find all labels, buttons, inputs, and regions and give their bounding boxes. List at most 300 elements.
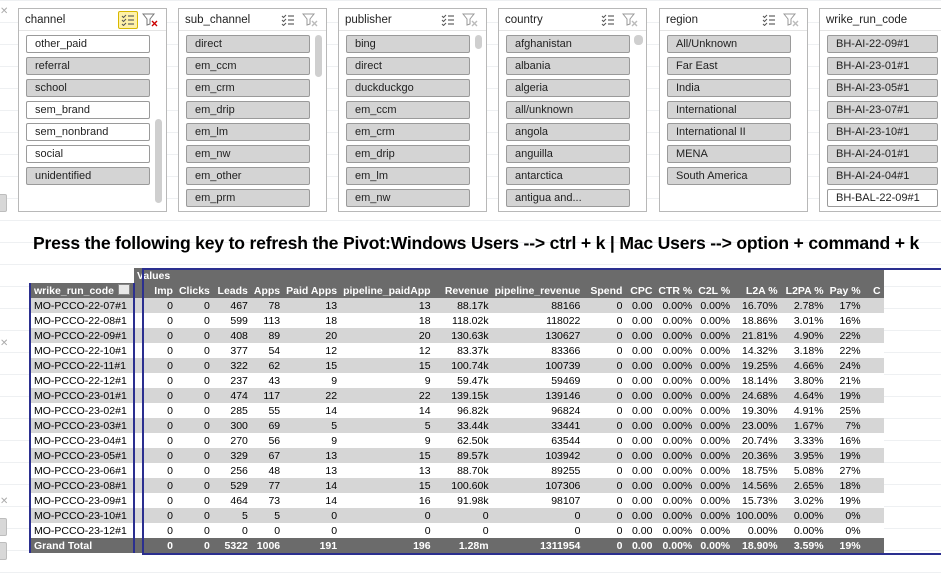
value-cell[interactable]: 0.00% [733,523,780,538]
value-cell[interactable]: 256 [213,463,251,478]
value-cell[interactable]: 59.47k [434,373,492,388]
multi-select-icon[interactable] [598,11,618,29]
slicer-item[interactable]: em_lm [186,123,310,141]
value-cell[interactable]: 408 [213,328,251,343]
value-cell[interactable]: 237 [213,373,251,388]
value-cell[interactable] [864,493,884,508]
grand-total-cell[interactable]: 196 [340,538,434,553]
value-cell[interactable]: 0 [213,523,251,538]
slicer-item[interactable]: antigua and... [506,189,630,207]
slicer-item[interactable]: algeria [506,79,630,97]
value-cell[interactable]: 0 [583,358,625,373]
value-cell[interactable]: 270 [213,433,251,448]
value-cell[interactable]: 0.00 [625,403,655,418]
row-label-cell[interactable]: MO-PCCO-23-02#1 [30,403,134,418]
value-cell[interactable]: 33.44k [434,418,492,433]
value-cell[interactable]: 0.00% [695,523,733,538]
value-cell[interactable]: 0 [176,343,213,358]
value-cell[interactable]: 96824 [492,403,584,418]
row-label-cell[interactable]: MO-PCCO-23-05#1 [30,448,134,463]
value-cell[interactable]: 464 [213,493,251,508]
value-cell[interactable]: 20.74% [733,433,780,448]
value-cell[interactable]: 19% [827,388,864,403]
value-cell[interactable]: 0.00% [655,493,695,508]
clear-filter-icon[interactable] [781,11,801,29]
value-cell[interactable]: 0 [583,523,625,538]
column-header[interactable]: pipeline_paidApp [340,283,434,298]
value-cell[interactable]: 13 [283,448,340,463]
value-cell[interactable]: 21% [827,373,864,388]
value-cell[interactable]: 0.00% [695,463,733,478]
grand-total-cell[interactable]: 5322 [213,538,251,553]
value-cell[interactable]: 15 [283,358,340,373]
value-cell[interactable]: 15.73% [733,493,780,508]
value-cell[interactable]: 0 [134,433,176,448]
value-cell[interactable]: 19.30% [733,403,780,418]
value-cell[interactable]: 0 [134,523,176,538]
value-cell[interactable]: 0 [176,298,213,313]
grand-total-cell[interactable]: 19% [827,538,864,553]
value-cell[interactable]: 2.78% [781,298,827,313]
value-cell[interactable]: 0 [340,523,434,538]
value-cell[interactable]: 88.17k [434,298,492,313]
value-cell[interactable]: 14 [283,478,340,493]
column-header[interactable]: Pay % [827,283,864,298]
grand-total-cell[interactable] [864,538,884,553]
slicer-item[interactable]: BH-AI-23-01#1 [827,57,938,75]
column-header[interactable]: C [864,283,884,298]
grand-total-cell[interactable]: 0.00 [625,538,655,553]
value-cell[interactable]: 0 [134,313,176,328]
value-cell[interactable]: 0.00% [695,328,733,343]
value-cell[interactable] [864,433,884,448]
value-cell[interactable]: 0.00 [625,388,655,403]
value-cell[interactable]: 22% [827,343,864,358]
value-cell[interactable]: 0 [134,328,176,343]
value-cell[interactable]: 1.67% [781,418,827,433]
value-cell[interactable]: 0.00% [695,478,733,493]
value-cell[interactable]: 0.00% [695,313,733,328]
value-cell[interactable]: 77 [251,478,283,493]
value-cell[interactable]: 377 [213,343,251,358]
value-cell[interactable]: 24.68% [733,388,780,403]
row-label-cell[interactable]: MO-PCCO-23-12#1 [30,523,134,538]
value-cell[interactable]: 0.00 [625,508,655,523]
value-cell[interactable]: 0 [251,523,283,538]
value-cell[interactable]: 19.25% [733,358,780,373]
slicer-item[interactable]: em_nw [346,189,470,207]
value-cell[interactable]: 3.33% [781,433,827,448]
slicer-item[interactable]: International II [667,123,791,141]
value-cell[interactable]: 0.00% [695,373,733,388]
value-cell[interactable]: 0.00 [625,463,655,478]
value-cell[interactable]: 54 [251,343,283,358]
value-cell[interactable]: 88166 [492,298,584,313]
column-header[interactable]: pipeline_revenue [492,283,584,298]
row-label-cell[interactable]: MO-PCCO-23-01#1 [30,388,134,403]
value-cell[interactable]: 22% [827,328,864,343]
value-cell[interactable]: 4.91% [781,403,827,418]
value-cell[interactable]: 22 [283,388,340,403]
column-header[interactable]: Apps [251,283,283,298]
value-cell[interactable]: 0 [134,298,176,313]
value-cell[interactable]: 0.00% [695,403,733,418]
value-cell[interactable]: 0 [134,373,176,388]
value-cell[interactable]: 130627 [492,328,584,343]
pivot-table[interactable] [29,268,884,553]
value-cell[interactable]: 14 [340,403,434,418]
slicer-item[interactable]: duckduckgo [346,79,470,97]
value-cell[interactable]: 0.00 [625,373,655,388]
slicer-item[interactable]: Far East [667,57,791,75]
value-cell[interactable]: 16.70% [733,298,780,313]
value-cell[interactable]: 0.00 [625,478,655,493]
value-cell[interactable]: 529 [213,478,251,493]
slicer-item[interactable]: sem_nonbrand [26,123,150,141]
value-cell[interactable]: 0.00% [655,448,695,463]
grand-total-cell[interactable]: 1006 [251,538,283,553]
value-cell[interactable]: 100.74k [434,358,492,373]
grand-total-cell[interactable]: 1311954 [492,538,584,553]
value-cell[interactable]: 0 [583,403,625,418]
value-cell[interactable] [864,343,884,358]
value-cell[interactable]: 13 [340,298,434,313]
value-cell[interactable]: 18.86% [733,313,780,328]
slicer-item[interactable]: antarctica [506,167,630,185]
value-cell[interactable]: 0.00 [625,493,655,508]
value-cell[interactable]: 98107 [492,493,584,508]
value-cell[interactable]: 329 [213,448,251,463]
value-cell[interactable]: 20 [283,328,340,343]
slicer-item[interactable]: em_other [186,167,310,185]
value-cell[interactable]: 103942 [492,448,584,463]
slicer-item[interactable]: all/unknown [506,101,630,119]
value-cell[interactable]: 0 [176,433,213,448]
value-cell[interactable]: 73 [251,493,283,508]
offscreen-clear-filter-icon[interactable]: ✕ [0,6,9,17]
value-cell[interactable]: 62 [251,358,283,373]
value-cell[interactable]: 5 [340,418,434,433]
row-label-cell[interactable]: MO-PCCO-23-10#1 [30,508,134,523]
column-header[interactable]: L2A % [733,283,780,298]
value-cell[interactable]: 13 [283,463,340,478]
row-label-cell[interactable]: MO-PCCO-23-09#1 [30,493,134,508]
value-cell[interactable]: 0 [283,508,340,523]
value-cell[interactable] [864,373,884,388]
value-cell[interactable]: 0 [176,373,213,388]
value-cell[interactable]: 18.14% [733,373,780,388]
slicer-item[interactable]: International [667,101,791,119]
value-cell[interactable]: 0 [583,478,625,493]
value-cell[interactable]: 89 [251,328,283,343]
slicer-item[interactable]: em_nw [186,145,310,163]
value-cell[interactable] [864,313,884,328]
value-cell[interactable]: 62.50k [434,433,492,448]
value-cell[interactable]: 16% [827,313,864,328]
value-cell[interactable]: 0 [583,493,625,508]
value-cell[interactable]: 0.00% [655,433,695,448]
column-header[interactable]: Clicks [176,283,213,298]
value-cell[interactable]: 67 [251,448,283,463]
grand-total-cell[interactable]: 0 [176,538,213,553]
slicer-item[interactable]: em_lm [346,167,470,185]
multi-select-icon[interactable] [438,11,458,29]
slicer-item[interactable]: em_ccm [186,57,310,75]
slicer-scrollbar[interactable] [315,35,322,77]
value-cell[interactable]: 0 [340,508,434,523]
value-cell[interactable] [864,418,884,433]
value-cell[interactable]: 0.00% [655,388,695,403]
value-cell[interactable]: 0 [176,328,213,343]
slicer-scrollbar[interactable] [155,119,162,203]
value-cell[interactable]: 0.00% [781,508,827,523]
value-cell[interactable]: 0.00 [625,313,655,328]
value-cell[interactable]: 0 [434,508,492,523]
value-cell[interactable]: 13 [340,463,434,478]
value-cell[interactable]: 15 [340,448,434,463]
slicer-item[interactable]: bing [346,35,470,53]
value-cell[interactable]: 4.90% [781,328,827,343]
value-cell[interactable]: 4.66% [781,358,827,373]
value-cell[interactable]: 0 [134,493,176,508]
value-cell[interactable]: 0 [176,463,213,478]
value-cell[interactable]: 16 [340,493,434,508]
offscreen-clear-filter-icon[interactable]: ✕ [0,338,9,349]
value-cell[interactable]: 139.15k [434,388,492,403]
multi-select-icon[interactable] [759,11,779,29]
value-cell[interactable]: 0.00 [625,448,655,463]
slicer-item[interactable]: BH-BAL-22-09#1 [827,189,938,207]
value-cell[interactable]: 24% [827,358,864,373]
slicer-item[interactable]: afghanistan [506,35,630,53]
clear-filter-icon[interactable] [300,11,320,29]
grand-total-cell[interactable]: 0 [583,538,625,553]
row-label-cell[interactable]: MO-PCCO-23-06#1 [30,463,134,478]
column-header[interactable]: Leads [213,283,251,298]
slicer-scrollbar[interactable] [634,35,643,45]
value-cell[interactable] [864,403,884,418]
slicer-item[interactable]: BH-AI-23-10#1 [827,123,938,141]
value-cell[interactable]: 5 [283,418,340,433]
value-cell[interactable]: 12 [283,343,340,358]
clear-filter-icon[interactable] [460,11,480,29]
value-cell[interactable]: 100739 [492,358,584,373]
value-cell[interactable]: 0 [134,508,176,523]
value-cell[interactable]: 14.32% [733,343,780,358]
offscreen-clear-filter-icon[interactable]: ✕ [0,496,9,507]
value-cell[interactable]: 0 [434,523,492,538]
value-cell[interactable]: 0 [176,448,213,463]
offscreen-slicer-item[interactable] [0,518,7,536]
value-cell[interactable]: 0.00% [695,433,733,448]
value-cell[interactable]: 9 [283,373,340,388]
value-cell[interactable]: 0 [583,418,625,433]
value-cell[interactable]: 14 [283,493,340,508]
value-cell[interactable]: 0.00% [655,343,695,358]
value-cell[interactable]: 0.00% [695,388,733,403]
value-cell[interactable]: 0.00 [625,343,655,358]
slicer-item[interactable]: direct [186,35,310,53]
grand-total-cell[interactable]: 0.00% [695,538,733,553]
value-cell[interactable]: 18 [283,313,340,328]
value-cell[interactable]: 0 [583,373,625,388]
value-cell[interactable]: 0% [827,508,864,523]
value-cell[interactable]: 0 [176,478,213,493]
value-cell[interactable]: 0.00% [655,313,695,328]
value-cell[interactable]: 19% [827,448,864,463]
value-cell[interactable]: 0.00% [655,478,695,493]
value-cell[interactable]: 0 [134,388,176,403]
value-cell[interactable]: 3.95% [781,448,827,463]
value-cell[interactable]: 20 [340,328,434,343]
slicer-item[interactable]: sem_brand [26,101,150,119]
value-cell[interactable]: 118022 [492,313,584,328]
slicer-item[interactable]: BH-AI-24-04#1 [827,167,938,185]
clear-filter-icon[interactable] [140,11,160,29]
value-cell[interactable]: 7% [827,418,864,433]
slicer-item[interactable]: angola [506,123,630,141]
value-cell[interactable]: 13 [283,298,340,313]
value-cell[interactable]: 0 [176,508,213,523]
value-cell[interactable]: 322 [213,358,251,373]
value-cell[interactable]: 83.37k [434,343,492,358]
value-cell[interactable]: 69 [251,418,283,433]
value-cell[interactable]: 599 [213,313,251,328]
value-cell[interactable]: 0.00% [655,403,695,418]
slicer-item[interactable]: All/Unknown [667,35,791,53]
value-cell[interactable]: 467 [213,298,251,313]
value-cell[interactable]: 0 [283,523,340,538]
value-cell[interactable]: 4.64% [781,388,827,403]
value-cell[interactable]: 56 [251,433,283,448]
slicer-item[interactable]: em_crm [186,79,310,97]
row-label-cell[interactable]: MO-PCCO-22-12#1 [30,373,134,388]
slicer-item[interactable]: BH-AI-22-09#1 [827,35,938,53]
value-cell[interactable]: 118.02k [434,313,492,328]
value-cell[interactable]: 14 [283,403,340,418]
value-cell[interactable]: 130.63k [434,328,492,343]
value-cell[interactable] [864,358,884,373]
row-label-cell[interactable]: MO-PCCO-22-11#1 [30,358,134,373]
value-cell[interactable] [864,463,884,478]
value-cell[interactable]: 0.00% [695,358,733,373]
value-cell[interactable]: 0 [134,403,176,418]
value-cell[interactable]: 0 [492,508,584,523]
slicer-item[interactable]: school [26,79,150,97]
value-cell[interactable] [864,523,884,538]
value-cell[interactable]: 0.00 [625,298,655,313]
value-cell[interactable]: 83366 [492,343,584,358]
slicer-item[interactable]: social [26,145,150,163]
value-cell[interactable]: 0.00% [695,493,733,508]
value-cell[interactable]: 5.08% [781,463,827,478]
value-cell[interactable]: 2.65% [781,478,827,493]
slicer-item[interactable]: BH-AI-24-01#1 [827,145,938,163]
value-cell[interactable]: 18.75% [733,463,780,478]
row-label-cell[interactable]: MO-PCCO-23-08#1 [30,478,134,493]
value-cell[interactable]: 18 [340,313,434,328]
value-cell[interactable]: 0 [134,343,176,358]
value-cell[interactable]: 0 [176,358,213,373]
value-cell[interactable]: 48 [251,463,283,478]
slicer-item[interactable]: South America [667,167,791,185]
value-cell[interactable]: 3.80% [781,373,827,388]
row-label-cell[interactable]: MO-PCCO-22-09#1 [30,328,134,343]
value-cell[interactable]: 285 [213,403,251,418]
value-cell[interactable]: 0.00% [655,298,695,313]
value-cell[interactable]: 0 [583,388,625,403]
value-cell[interactable]: 0 [134,358,176,373]
value-cell[interactable]: 0.00 [625,523,655,538]
value-cell[interactable]: 89255 [492,463,584,478]
value-cell[interactable] [864,298,884,313]
value-cell[interactable]: 96.82k [434,403,492,418]
value-cell[interactable]: 12 [340,343,434,358]
value-cell[interactable]: 0 [134,478,176,493]
row-label-cell[interactable]: MO-PCCO-22-10#1 [30,343,134,358]
slicer-item[interactable]: unidentified [26,167,150,185]
value-cell[interactable]: 27% [827,463,864,478]
column-header[interactable]: L2PA % [781,283,827,298]
value-cell[interactable]: 0.00% [781,523,827,538]
value-cell[interactable]: 0 [583,313,625,328]
value-cell[interactable]: 117 [251,388,283,403]
value-cell[interactable]: 5 [213,508,251,523]
value-cell[interactable]: 14.56% [733,478,780,493]
grand-total-cell[interactable]: 191 [283,538,340,553]
value-cell[interactable]: 0 [176,403,213,418]
multi-select-icon[interactable] [118,11,138,29]
value-cell[interactable]: 0 [176,493,213,508]
value-cell[interactable]: 0.00% [655,358,695,373]
value-cell[interactable]: 0.00 [625,418,655,433]
slicer-item[interactable]: BH-AI-23-05#1 [827,79,938,97]
value-cell[interactable]: 19% [827,493,864,508]
value-cell[interactable]: 0% [827,523,864,538]
value-cell[interactable]: 100.60k [434,478,492,493]
value-cell[interactable]: 9 [283,433,340,448]
slicer-item[interactable]: direct [346,57,470,75]
value-cell[interactable]: 0.00% [695,298,733,313]
slicer-item[interactable]: em_prm [186,189,310,207]
offscreen-slicer-item[interactable] [0,194,7,212]
row-label-cell[interactable]: MO-PCCO-23-03#1 [30,418,134,433]
slicer-item[interactable]: em_crm [346,123,470,141]
value-cell[interactable]: 0 [134,463,176,478]
value-cell[interactable]: 0 [134,448,176,463]
value-cell[interactable]: 20.36% [733,448,780,463]
value-cell[interactable] [864,508,884,523]
filter-dropdown-icon[interactable] [118,284,130,295]
column-header[interactable]: Spend [583,283,625,298]
offscreen-slicer-item[interactable] [0,542,7,560]
slicer-item[interactable]: India [667,79,791,97]
value-cell[interactable]: 23.00% [733,418,780,433]
value-cell[interactable]: 0 [583,328,625,343]
slicer-item[interactable]: other_paid [26,35,150,53]
value-cell[interactable]: 107306 [492,478,584,493]
row-label-cell[interactable]: MO-PCCO-22-08#1 [30,313,134,328]
clear-filter-icon[interactable] [620,11,640,29]
value-cell[interactable]: 0 [583,508,625,523]
value-cell[interactable]: 3.18% [781,343,827,358]
value-cell[interactable]: 0 [583,298,625,313]
column-header[interactable]: CTR % [655,283,695,298]
value-cell[interactable] [864,388,884,403]
value-cell[interactable]: 3.01% [781,313,827,328]
value-cell[interactable]: 22 [340,388,434,403]
value-cell[interactable]: 17% [827,298,864,313]
